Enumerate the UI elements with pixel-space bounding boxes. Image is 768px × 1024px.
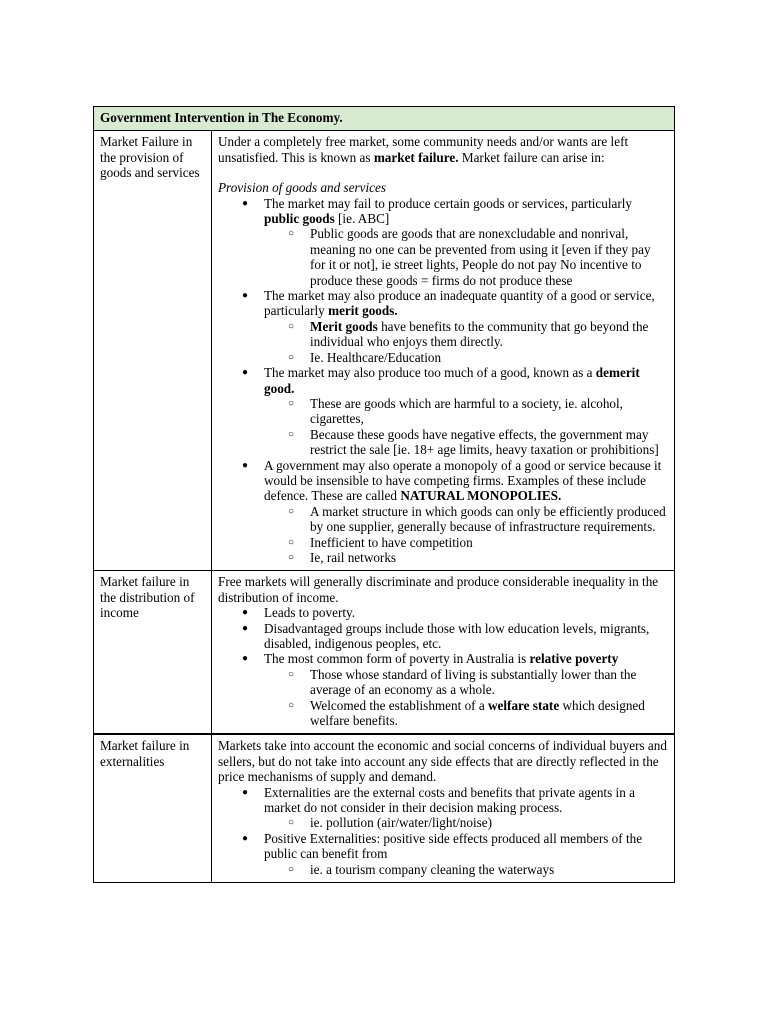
item-text: Externalities are the external costs and benefits that private agents in a market do not consider in their decision making process.	[264, 784, 635, 816]
content-cell	[212, 571, 675, 735]
item-bold: relative poverty	[529, 651, 619, 667]
sub-item-text: These are goods which are harmful to a society, ie. alcohol, cigarettes,	[310, 395, 623, 427]
sub-item-bold: welfare state	[488, 697, 560, 713]
item-text-end: [ie. ABC]	[334, 211, 390, 227]
sub-list-item	[264, 504, 668, 535]
sub-item-text: ie. pollution (air/water/light/noise)	[310, 815, 493, 831]
sub-item-text: Welcomed the establishment of a	[310, 697, 489, 713]
sub-list-item	[264, 535, 668, 550]
table-title: Government Intervention in The Economy.	[94, 107, 675, 131]
sub-list-item	[264, 550, 668, 565]
intro-bold-term: market failure.	[373, 149, 459, 165]
bullet-list	[218, 785, 668, 877]
item-text: The market may fail to produce certain goods or services, particularly	[264, 195, 633, 211]
item-bold: public goods	[264, 211, 335, 227]
list-item	[218, 831, 668, 877]
sub-list-item	[264, 396, 668, 427]
sub-bullet-list	[264, 319, 668, 365]
sub-list-item	[264, 698, 668, 729]
sub-item-text: Because these goods have negative effects, the government may restrict the sale [ie. 18+ age limits, heavy taxation or prohibitions]	[310, 426, 659, 458]
bullet-list	[218, 605, 668, 728]
topic-cell: Market Failure in the provision of goods and services	[94, 131, 212, 571]
sub-bullet-list	[264, 667, 668, 729]
list-item	[218, 605, 668, 620]
item-bold: demerit good.	[264, 365, 640, 396]
sub-list-item	[264, 862, 668, 877]
list-item	[218, 458, 668, 566]
sub-list-item	[264, 815, 668, 830]
sub-bullet-list	[264, 504, 668, 566]
sub-bullet-list	[264, 815, 668, 830]
topic-cell: Market failure in the distribution of income	[94, 571, 212, 735]
sub-item-text: Ie. Healthcare/Education	[310, 349, 442, 365]
content-cell	[212, 131, 675, 571]
sub-list-item	[264, 226, 668, 288]
sub-bullet-list	[264, 226, 668, 288]
sub-bullet-list	[264, 862, 668, 877]
sub-list-item	[264, 667, 668, 698]
list-item	[218, 288, 668, 365]
item-text: The most common form of poverty in Australia is	[264, 651, 530, 667]
list-item	[218, 196, 668, 288]
item-text: Leads to poverty.	[264, 605, 356, 621]
intro-text-end: Market failure can arise in:	[458, 149, 605, 165]
content-cell	[212, 734, 675, 882]
sub-item-text: ie. a tourism company cleaning the waterways	[310, 861, 555, 877]
sub-item-text: A market structure in which goods can only be efficiently produced by one supplier, generally because of infrastructure requirements.	[310, 503, 666, 535]
list-item	[218, 785, 668, 831]
sub-item-text: Ie, rail networks	[310, 549, 397, 565]
intro-paragraph	[218, 134, 668, 165]
sub-list-item	[264, 427, 668, 458]
item-text: Disadvantaged groups include those with low education levels, migrants, disabled, indigenous peoples, etc.	[264, 620, 650, 651]
item-text: The market may also produce an inadequate quantity of a good or service, particularly	[264, 288, 655, 319]
bullet-list	[218, 196, 668, 566]
list-item	[218, 651, 668, 728]
sub-item-bold: Merit goods	[310, 318, 378, 334]
topic-cell: Market failure in externalities	[94, 734, 212, 882]
list-item	[218, 365, 668, 457]
item-text: The market may also produce too much of a good, known as a	[264, 365, 596, 381]
item-text: A government may also operate a monopoly of a good or service because it would be insensible to have competing firms. Examples of these include defence. These are called	[264, 457, 662, 504]
intro-paragraph: Free markets will generally discriminate and produce considerable inequality in the distribution of income.	[218, 574, 659, 605]
sub-list-item	[264, 319, 668, 350]
item-bold: NATURAL MONOPOLIES.	[400, 488, 562, 504]
notes-table	[93, 106, 675, 883]
sub-list-item	[264, 350, 668, 365]
section-row-distribution	[94, 571, 675, 735]
sub-item-text-end: which designed welfare benefits.	[310, 697, 645, 729]
intro-paragraph: Markets take into account the economic and social concerns of individual buyers and sellers, but do not take into account any side effects that are directly reflected in the price mechanisms of supply and demand.	[218, 738, 667, 785]
list-item	[218, 621, 668, 652]
subheading	[218, 180, 668, 195]
sub-item-text: Those whose standard of living is substantially lower than the average of an economy as a whole.	[310, 666, 637, 698]
sub-item-text: Public goods are goods that are nonexcludable and nonrival, meaning no one can be prevented from using it [even if they pay for it or not], ie street lights, People do not pay No incentive to produce these goods = firms do not produce these	[310, 226, 651, 288]
title-row	[94, 107, 675, 131]
section-row-externalities	[94, 734, 675, 882]
sub-bullet-list	[264, 396, 668, 458]
intro-text: Under a completely free market, some community needs and/or wants are left unsatisfied. This is known as	[218, 134, 629, 165]
item-text: Positive Externalities: positive side effects produced all members of the public can benefit from	[264, 830, 643, 862]
item-bold: merit goods.	[328, 303, 398, 319]
sub-item-text: Inefficient to have competition	[310, 534, 473, 550]
section-row-provision	[94, 131, 675, 571]
sub-item-text-end: have benefits to the community that go beyond the individual who enjoys them directly.	[310, 318, 649, 350]
subheading-text: Provision of goods and services	[218, 180, 386, 196]
spacer	[218, 165, 668, 180]
